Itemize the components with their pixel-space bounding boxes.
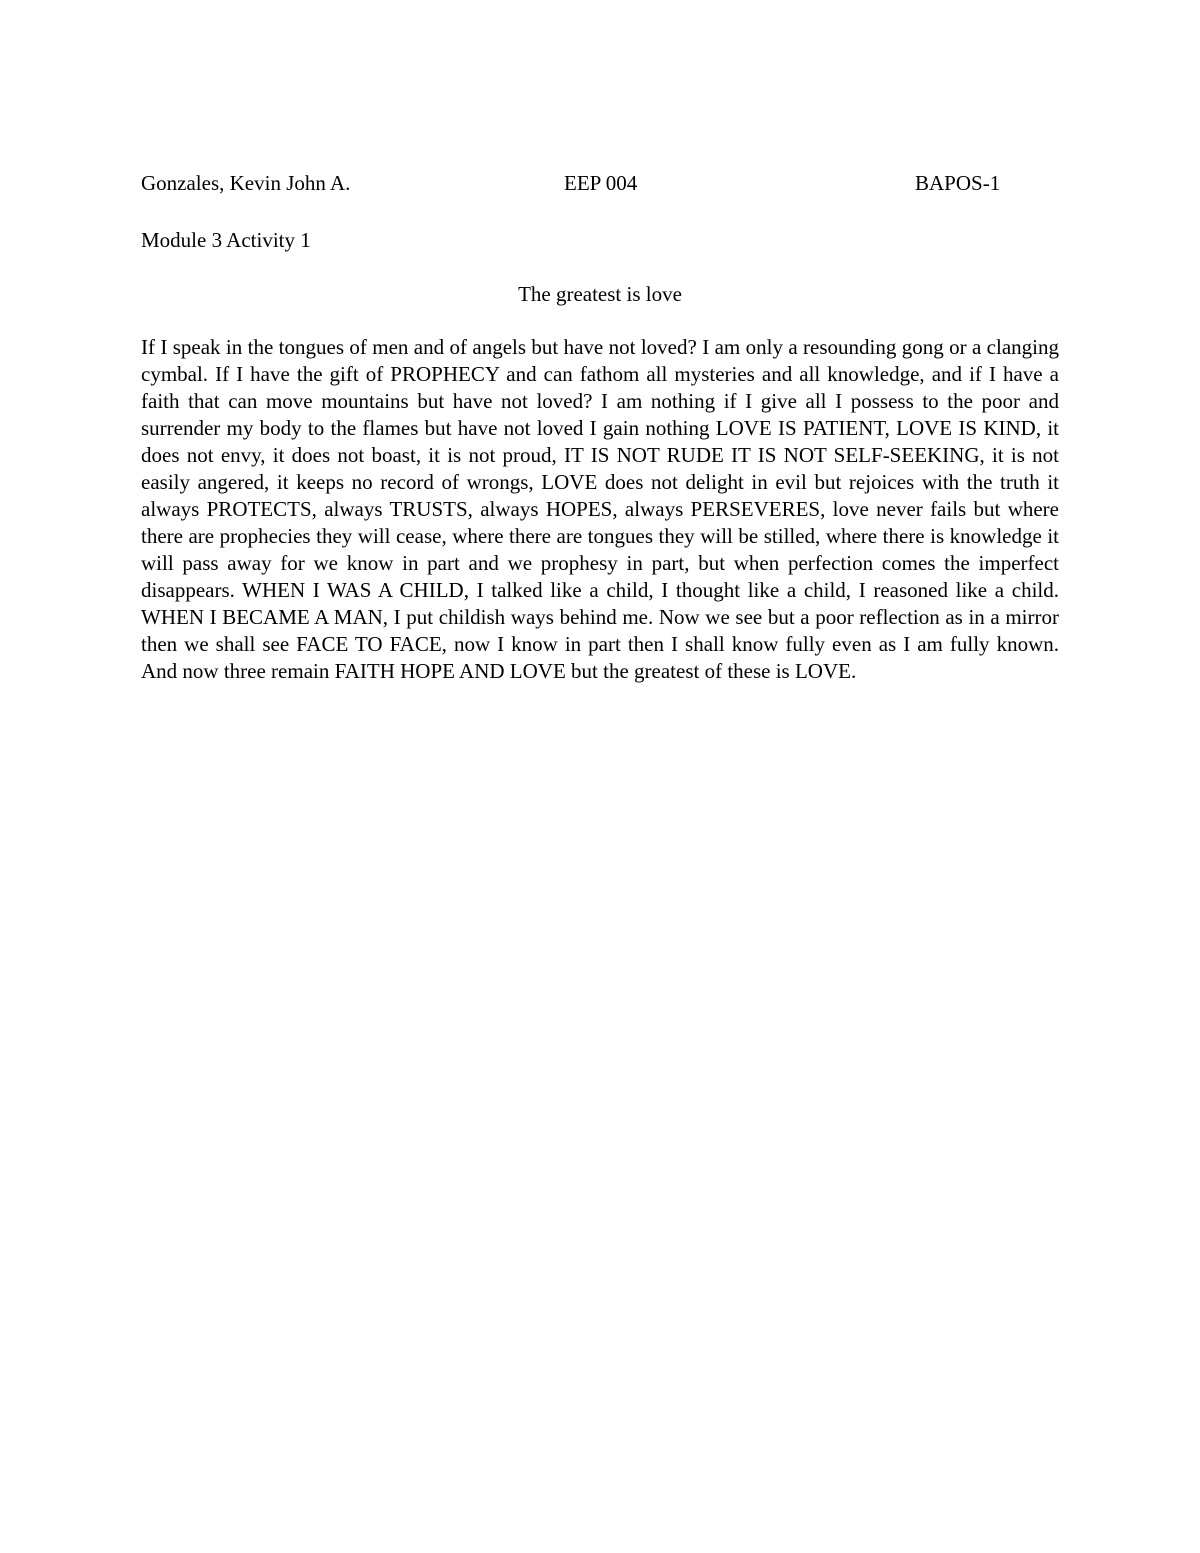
student-name: Gonzales, Kevin John A. — [141, 171, 351, 195]
document-title: The greatest is love — [518, 282, 682, 306]
body-paragraph: If I speak in the tongues of men and of angels but have not loved? I am only a resounding gong or a clanging cymbal. If I have the gift of PROPHECY and can fathom all mysteries and all knowledge, and if I have a faith that can move mountains but have not loved? I am nothing if I give all I possess to the poor and surrender my body to the flames but have not loved I gain nothing LOVE IS PATIENT, LOVE IS KIND, it does not envy, it does not boast, it is not proud, IT IS NOT RUDE IT IS NOT SELF-SEEKING, it is not easily angered, it keeps no record of wrongs, LOVE does not delight in evil but rejoices with the truth it always PROTECTS, always TRUSTS, always HOPES, always PERSEVERES, love never fails but where there are prophecies they will cease, where there are tongues they will be stilled, where there is knowledge it will pass away for we know in part and we prophesy in part, but when perfection comes the imperfect disappears. WHEN I WAS A CHILD, I talked like a child, I thought like a child, I reasoned like a child. WHEN I BECAME A MAN, I put childish ways behind me. Now we see but a poor reflection as in a mirror then we shall see FACE TO FACE, now I know in part then I shall know fully even as I am fully known. And now three remain FAITH HOPE AND LOVE but the greatest of these is LOVE. — [141, 335, 1059, 683]
header-row — [141, 168, 1059, 198]
section-code: BAPOS-1 — [915, 171, 1001, 195]
course-code: EEP 004 — [564, 171, 638, 195]
activity-label: Module 3 Activity 1 — [141, 228, 311, 252]
